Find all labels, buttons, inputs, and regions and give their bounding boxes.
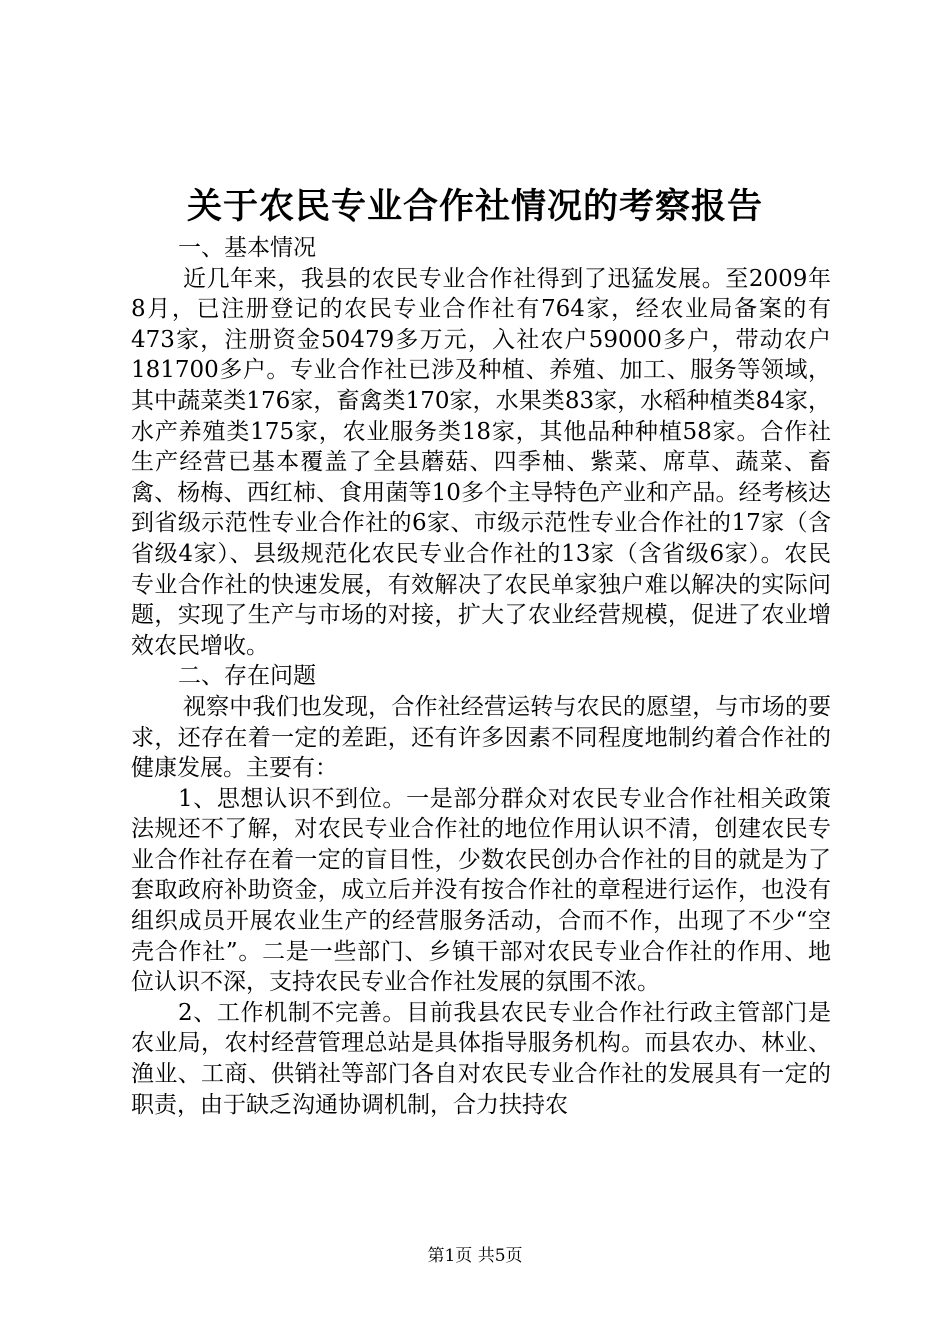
document-body [131,233,831,1120]
section-heading-basic-situation: 一、基本情况 [178,235,316,261]
paragraph-basic-situation: 近几年来，我县的农民专业合作社得到了迅猛发展。至2009年8月，已注册登记的农民专业合作社有764家，经农业局备案的有473家，注册资金50479多万元，入社农户59000多户，带动农户181700多户。专业合作社已涉及种植、养殖、加工、服务等领域，其中蔬菜类176家，畜禽类170家，水果类83家，水稻种植类84家，水产养殖类175家，农业服务类18家，其他品种种植58家。合作社生产经营已基本覆盖了全县蘑菇、四季柚、紫菜、席草、蔬菜、畜禽、杨梅、西红柿、食用菌等10多个主导特色产业和产品。经考核达到省级示范性专业合作社的6家、市级示范性专业合作社的17家（含省级4家）、县级规范化农民专业合作社的13家（含省级6家）。农民专业合作社的快速发展，有效解决了农民单家独户难以解决的实际问题，实现了生产与市场的对接，扩大了农业经营规模，促进了农业增效农民增收。 [131,265,831,659]
section-heading-existing-problems: 二、存在问题 [178,663,316,690]
document-title: 关于农民专业合作社情况的考察报告 [186,186,763,227]
paragraph-problem-item-2: 2、工作机制不完善。目前我县农民专业合作社行政主管部门是农业局，农村经营管理总站是具体指导服务机构。而县农办、林业、渔业、工商、供销社等部门各自对农民专业合作社的发展具有一定的职责，由于缺乏沟通协调机制，合力扶持农 [131,999,831,1118]
page-number-footer: 第1页 共5页 [427,1246,523,1266]
paragraph-problems-intro: 视察中我们也发现，合作社经营运转与农民的愿望，与市场的要求，还存在着一定的差距，还有许多因素不同程度地制约着合作社的健康发展。主要有： [131,693,831,782]
paragraph-problem-item-1: 1、思想认识不到位。一是部分群众对农民专业合作社相关政策法规还不了解，对农民专业合作社的地位作用认识不清，创建农民专业合作社存在着一定的盲目性，少数农民创办合作社的目的就是为了套取政府补助资金，成立后并没有按合作社的章程进行运作，也没有组织成员开展农业生产的经营服务活动，合而不作，出现了不少“空壳合作社”。二是一些部门、乡镇干部对农民专业合作社的作用、地位认识不深，支持农民专业合作社发展的氛围不浓。 [131,785,831,996]
